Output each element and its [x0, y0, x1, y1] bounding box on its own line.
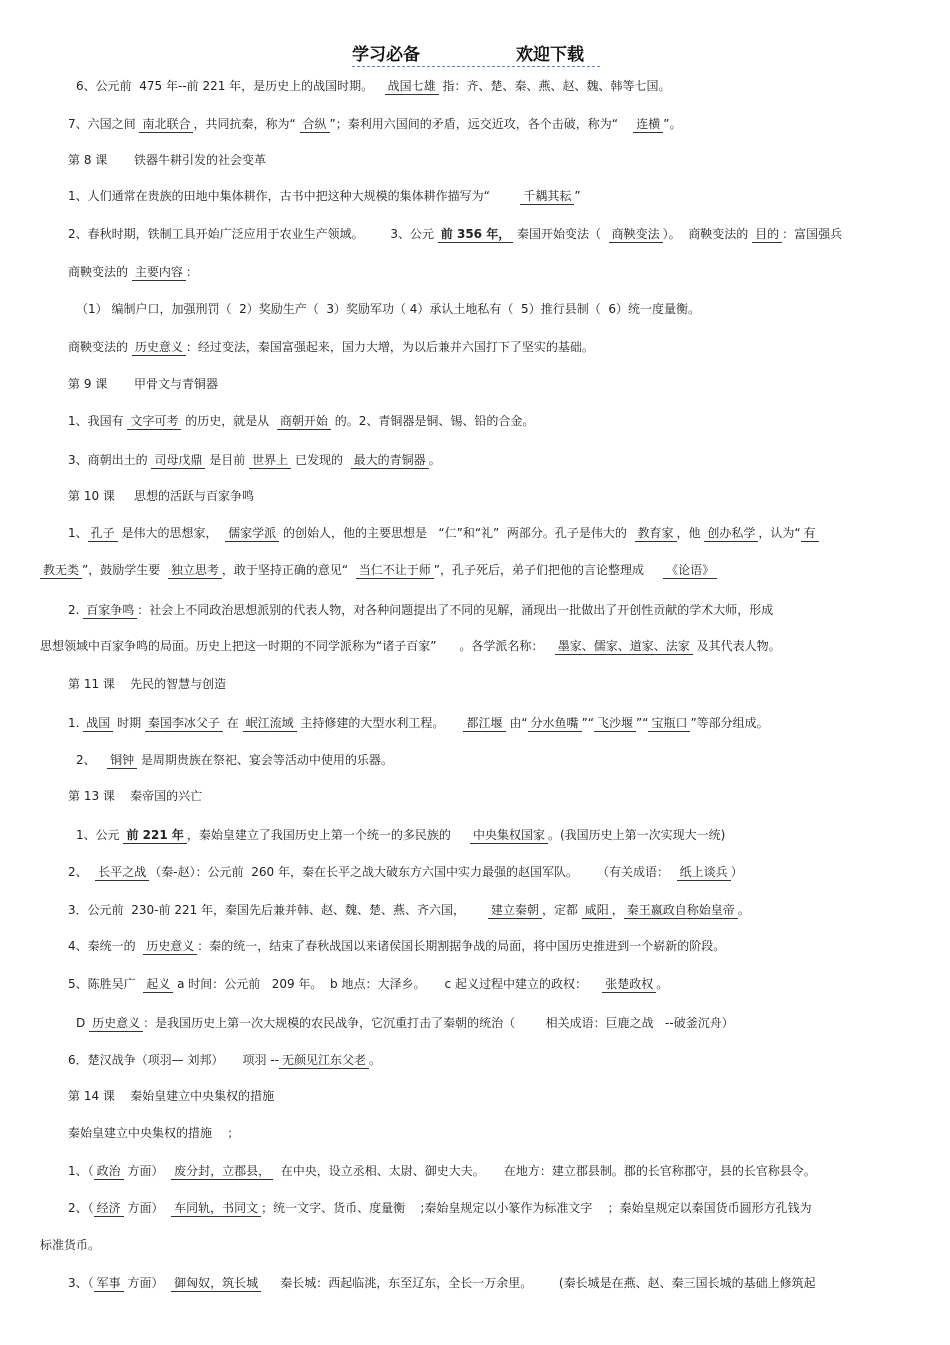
- underlined-answer: 南北联合: [139, 117, 193, 133]
- text-segment: 1、人们通常在贵族的田地中集体耕作，古书中把这种大规模的集体耕作描写为“: [68, 189, 521, 203]
- underlined-answer: 商鞅变法: [609, 227, 663, 243]
- text-segment: 2.: [68, 603, 84, 617]
- underlined-answer: 历史意义: [89, 1016, 143, 1032]
- text-line: [68, 602, 773, 618]
- text-segment: 秦国开始变法（: [513, 227, 609, 241]
- text-segment: 2、: [68, 865, 96, 879]
- underlined-answer: 车同轨，书同文: [171, 1201, 261, 1217]
- underlined-answer: 教育家: [635, 526, 677, 542]
- text-segment: ”。: [663, 117, 682, 131]
- underlined-answer: 战国七雄: [385, 79, 439, 95]
- text-segment: 1、公元: [76, 828, 124, 842]
- text-segment: ：经过变法，秦国富强起来，国力大增，为以后兼并六国打下了坚实的基础。: [185, 340, 594, 354]
- text-segment: 第 10 课 思想的活跃与百家争鸣: [68, 489, 254, 503]
- text-segment: 时期: [113, 716, 145, 730]
- text-line: [68, 1275, 816, 1291]
- text-segment: 6．楚汉战争（项羽— 刘邦） 项羽 --: [68, 1053, 279, 1067]
- underlined-answer: 司母戊鼎: [151, 453, 205, 469]
- text-segment: ”“: [581, 716, 594, 730]
- text-segment: 第 13 课 秦帝国的兴亡: [68, 789, 203, 803]
- underlined-answer: 起义: [143, 977, 173, 993]
- text-line: [76, 752, 393, 768]
- underlined-answer: 分水鱼嘴: [528, 716, 582, 732]
- text-segment: 主持修建的大型水利工程。: [296, 716, 464, 730]
- text-segment: 指：齐、楚、秦、燕、赵、魏、韩等七国。: [438, 79, 671, 93]
- underlined-answer: 当仁不让于师: [356, 563, 434, 579]
- text-segment: ：社会上不同政治思想派别的代表人物，对各种问题提出了不同的见解，涌现出一批做出了开创性贡献的学术大师，形成: [137, 603, 774, 617]
- text-segment: ”“: [636, 716, 649, 730]
- underlined-answer: 有: [801, 526, 819, 542]
- underlined-answer: 墨家、儒家、道家、法家: [555, 639, 693, 655]
- underlined-answer: 儒家学派: [225, 526, 279, 542]
- underlined-answer: 废分封，立郡县，: [171, 1164, 273, 1180]
- text-segment: 2、（: [68, 1201, 94, 1215]
- underlined-answer: 纸上谈兵: [677, 865, 731, 881]
- text-line: [68, 788, 202, 804]
- text-segment: ）: [730, 865, 743, 879]
- underlined-answer: 宝瓶口: [648, 716, 690, 732]
- text-segment: 第 11 课 先民的智慧与创造: [68, 677, 227, 691]
- text-segment: ，他: [676, 526, 705, 540]
- text-segment: 。: [737, 903, 750, 917]
- text-line: [68, 676, 226, 692]
- text-line: [68, 902, 750, 918]
- underlined-answer: 经济: [94, 1201, 124, 1217]
- text-segment: 1、: [68, 526, 88, 540]
- text-line: [68, 1200, 812, 1216]
- text-segment: 由“: [505, 716, 528, 730]
- underlined-answer: 目的: [752, 227, 782, 243]
- text-segment: 标准货币。: [40, 1238, 101, 1252]
- underlined-answer: 历史意义: [143, 939, 197, 955]
- underlined-answer: 百家争鸣: [83, 603, 137, 619]
- underlined-answer: 张楚政权: [602, 977, 656, 993]
- underlined-answer: 合纵: [300, 117, 330, 133]
- underlined-answer: 商朝开始: [277, 414, 331, 430]
- text-segment: 1、（: [68, 1164, 94, 1178]
- text-segment: 思想领域中百家争鸣的局面。历史上把这一时期的不同学派称为“诸子百家” 。各学派名称：: [40, 639, 555, 653]
- text-line: [68, 1163, 816, 1179]
- header-left: 学习必备: [352, 45, 420, 65]
- underlined-answer: 无颜见江东父老: [279, 1053, 369, 1069]
- underlined-answer: 前 221 年: [123, 828, 186, 844]
- text-segment: 商鞅变法的: [68, 340, 132, 354]
- text-segment: 在: [222, 716, 243, 730]
- underlined-answer: 主要内容: [132, 265, 186, 281]
- text-segment: 是伟大的思想家，: [117, 526, 226, 540]
- text-segment: 是周期贵族在祭祀、宴会等活动中使用的乐器。: [137, 753, 393, 767]
- text-segment: 5、陈胜吴广: [68, 977, 144, 991]
- text-segment: 第 14 课 秦始皇建立中央集权的措施: [68, 1089, 275, 1103]
- text-segment: 及其代表人物。: [692, 639, 781, 653]
- underlined-answer: 前 356 年，: [438, 227, 513, 243]
- text-segment: 方面）: [123, 1276, 172, 1290]
- underlined-answer: 战国: [83, 716, 113, 732]
- text-line: [68, 525, 819, 541]
- text-segment: 商鞅变法的: [68, 265, 132, 279]
- text-segment: 的创始人，他的主要思想是 “仁”和“礼” 两部分。孔子是伟大的: [279, 526, 635, 540]
- underlined-answer: 连横: [633, 117, 663, 133]
- underlined-answer: 秦国李冰父子: [145, 716, 223, 732]
- text-segment: ；统一文字、货币、度量衡 ;秦始皇规定以小篆作为标准文字 ；秦始皇规定以秦国货币圆形方孔钱为: [261, 1201, 812, 1215]
- text-line: [40, 1237, 100, 1253]
- text-segment: a 时间：公元前 209 年。 b 地点：大泽乡。 c 起义过程中建立的政权：: [173, 977, 603, 991]
- text-segment: ，共同抗秦，称为“: [193, 117, 300, 131]
- text-segment: ，敢于坚持正确的意见“: [221, 563, 356, 577]
- text-segment: 6、公元前 475 年--前 221 年，是历史上的战国时期。: [76, 79, 385, 93]
- text-segment: 的历史，就是从: [181, 414, 277, 428]
- underlined-answer: 飞沙堰: [594, 716, 636, 732]
- text-segment: 3．公元前 230-前 221 年，秦国先后兼并韩、赵、魏、楚、燕、齐六国，: [68, 903, 488, 917]
- header-right: 欢迎下载: [516, 45, 584, 65]
- text-line: [68, 116, 681, 132]
- text-segment: ：秦的统一，结束了春秋战国以来诸侯国长期割据争战的局面，将中国历史推进到一个崭新的阶段。: [197, 939, 726, 953]
- text-segment: 。: [369, 1053, 382, 1067]
- text-segment: 方面）: [123, 1201, 172, 1215]
- text-line: [76, 1015, 734, 1031]
- text-segment: 1.: [68, 716, 84, 730]
- underlined-answer: 中央集权国家: [470, 828, 548, 844]
- text-line: [68, 1125, 239, 1141]
- text-line: [68, 152, 266, 168]
- text-line: [68, 864, 743, 880]
- text-line: [68, 452, 441, 468]
- text-segment: 方面）: [123, 1164, 172, 1178]
- text-segment: 在中央，设立丞相、太尉、御史大夫。 在地方：建立郡县制。郡的长官称郡守，县的长官称县令。: [273, 1164, 816, 1178]
- text-segment: ，秦始皇建立了我国历史上第一个统一的多民族的: [186, 828, 470, 842]
- underlined-answer: 岷江流域: [243, 716, 297, 732]
- page-header: [352, 40, 600, 67]
- underlined-answer: 世界上: [249, 453, 291, 469]
- text-line: [68, 488, 254, 504]
- text-segment: 的。2、青铜器是铜、锡、铅的合金。: [330, 414, 535, 428]
- text-segment: 7、六国之间: [68, 117, 140, 131]
- text-segment: ，: [611, 903, 624, 917]
- underlined-answer: 秦王嬴政自称始皇帝: [624, 903, 738, 919]
- underlined-answer: 历史意义: [132, 340, 186, 356]
- underlined-answer: 《论语》: [663, 563, 717, 579]
- underlined-answer: 建立秦朝: [488, 903, 542, 919]
- text-segment: （秦-赵）：公元前 260 年，秦在长平之战大破东方六国中实力最强的赵国军队。 （有关成语：: [149, 865, 677, 879]
- text-line: [68, 376, 218, 392]
- text-line: [76, 301, 700, 317]
- text-line: [68, 1052, 381, 1068]
- text-segment: 第 8 课 铁器牛耕引发的社会变革: [68, 153, 266, 167]
- text-segment: D: [76, 1016, 90, 1030]
- text-line: [68, 938, 725, 954]
- text-segment: ”，鼓励学生要: [82, 563, 168, 577]
- text-segment: 4、秦统一的: [68, 939, 144, 953]
- text-segment: 秦始皇建立中央集权的措施 ；: [68, 1126, 240, 1140]
- underlined-answer: 孔子: [88, 526, 118, 542]
- text-segment: ：: [185, 265, 198, 279]
- underlined-answer: 千耦其耘: [520, 189, 574, 205]
- text-line: [68, 264, 198, 280]
- text-segment: 2、春秋时期，铁制工具开始广泛应用于农业生产领域。 3、公元: [68, 227, 438, 241]
- underlined-answer: 创办私学: [704, 526, 758, 542]
- text-segment: ”等部分组成。: [690, 716, 769, 730]
- text-segment: 1、我国有: [68, 414, 128, 428]
- text-segment: ，定都: [541, 903, 582, 917]
- underlined-answer: 独立思考: [168, 563, 222, 579]
- underlined-answer: 文字可考: [127, 414, 181, 430]
- text-line: [68, 1088, 274, 1104]
- text-line: [68, 413, 534, 429]
- text-segment: 3、（: [68, 1276, 94, 1290]
- text-line: [76, 78, 670, 94]
- underlined-answer: 都江堰: [463, 716, 505, 732]
- text-segment: 。: [656, 977, 669, 991]
- text-segment: 第 9 课 甲骨文与青铜器: [68, 377, 218, 391]
- underlined-answer: 御匈奴，筑长城: [171, 1276, 261, 1292]
- text-segment: 2、: [76, 753, 108, 767]
- text-segment: 是目前: [205, 453, 250, 467]
- text-line: [68, 715, 769, 731]
- text-segment: ：富国强兵: [782, 227, 843, 241]
- text-line: [68, 188, 581, 204]
- text-segment: （1） 编制户口，加强刑罚（ 2）奖励生产（ 3）奖励军功（ 4）承认土地私有（ 5）推行县制（ 6）统一度量衡。: [76, 302, 700, 316]
- text-segment: ”: [574, 189, 581, 203]
- underlined-answer: 长平之战: [95, 865, 149, 881]
- underlined-answer: 军事: [94, 1276, 124, 1292]
- text-segment: ）。 商鞅变法的: [662, 227, 753, 241]
- text-segment: 已发现的: [291, 453, 351, 467]
- text-segment: ”；秦利用六国间的矛盾，远交近攻，各个击破，称为“: [329, 117, 634, 131]
- text-line: [68, 339, 594, 355]
- underlined-answer: 铜钟: [107, 753, 137, 769]
- text-line: [40, 638, 781, 654]
- text-segment: 秦长城：西起临洮，东至辽东，全长一万余里。 (秦长城是在燕、赵、秦三国长城的基础上修筑起: [261, 1276, 816, 1290]
- underlined-answer: 政治: [94, 1164, 124, 1180]
- underlined-answer: 教无类: [40, 563, 82, 579]
- text-segment: 。: [428, 453, 441, 467]
- text-line: [68, 976, 668, 992]
- text-segment: ，认为“: [758, 526, 801, 540]
- text-line: [76, 827, 725, 843]
- text-line: [40, 562, 717, 578]
- text-line: [68, 226, 842, 242]
- underlined-answer: 咸阳: [582, 903, 612, 919]
- text-segment: 3、商朝出土的: [68, 453, 152, 467]
- underlined-answer: 最大的青铜器: [351, 453, 429, 469]
- text-segment: ”，孔子死后，弟子们把他的言论整理成: [433, 563, 664, 577]
- text-segment: ：是我国历史上第一次大规模的农民战争，它沉重打击了秦朝的统治（ 相关成语：巨鹿之战 --破釜沉舟）: [143, 1016, 734, 1030]
- text-segment: 。(我国历史上第一次实现大一统): [547, 828, 726, 842]
